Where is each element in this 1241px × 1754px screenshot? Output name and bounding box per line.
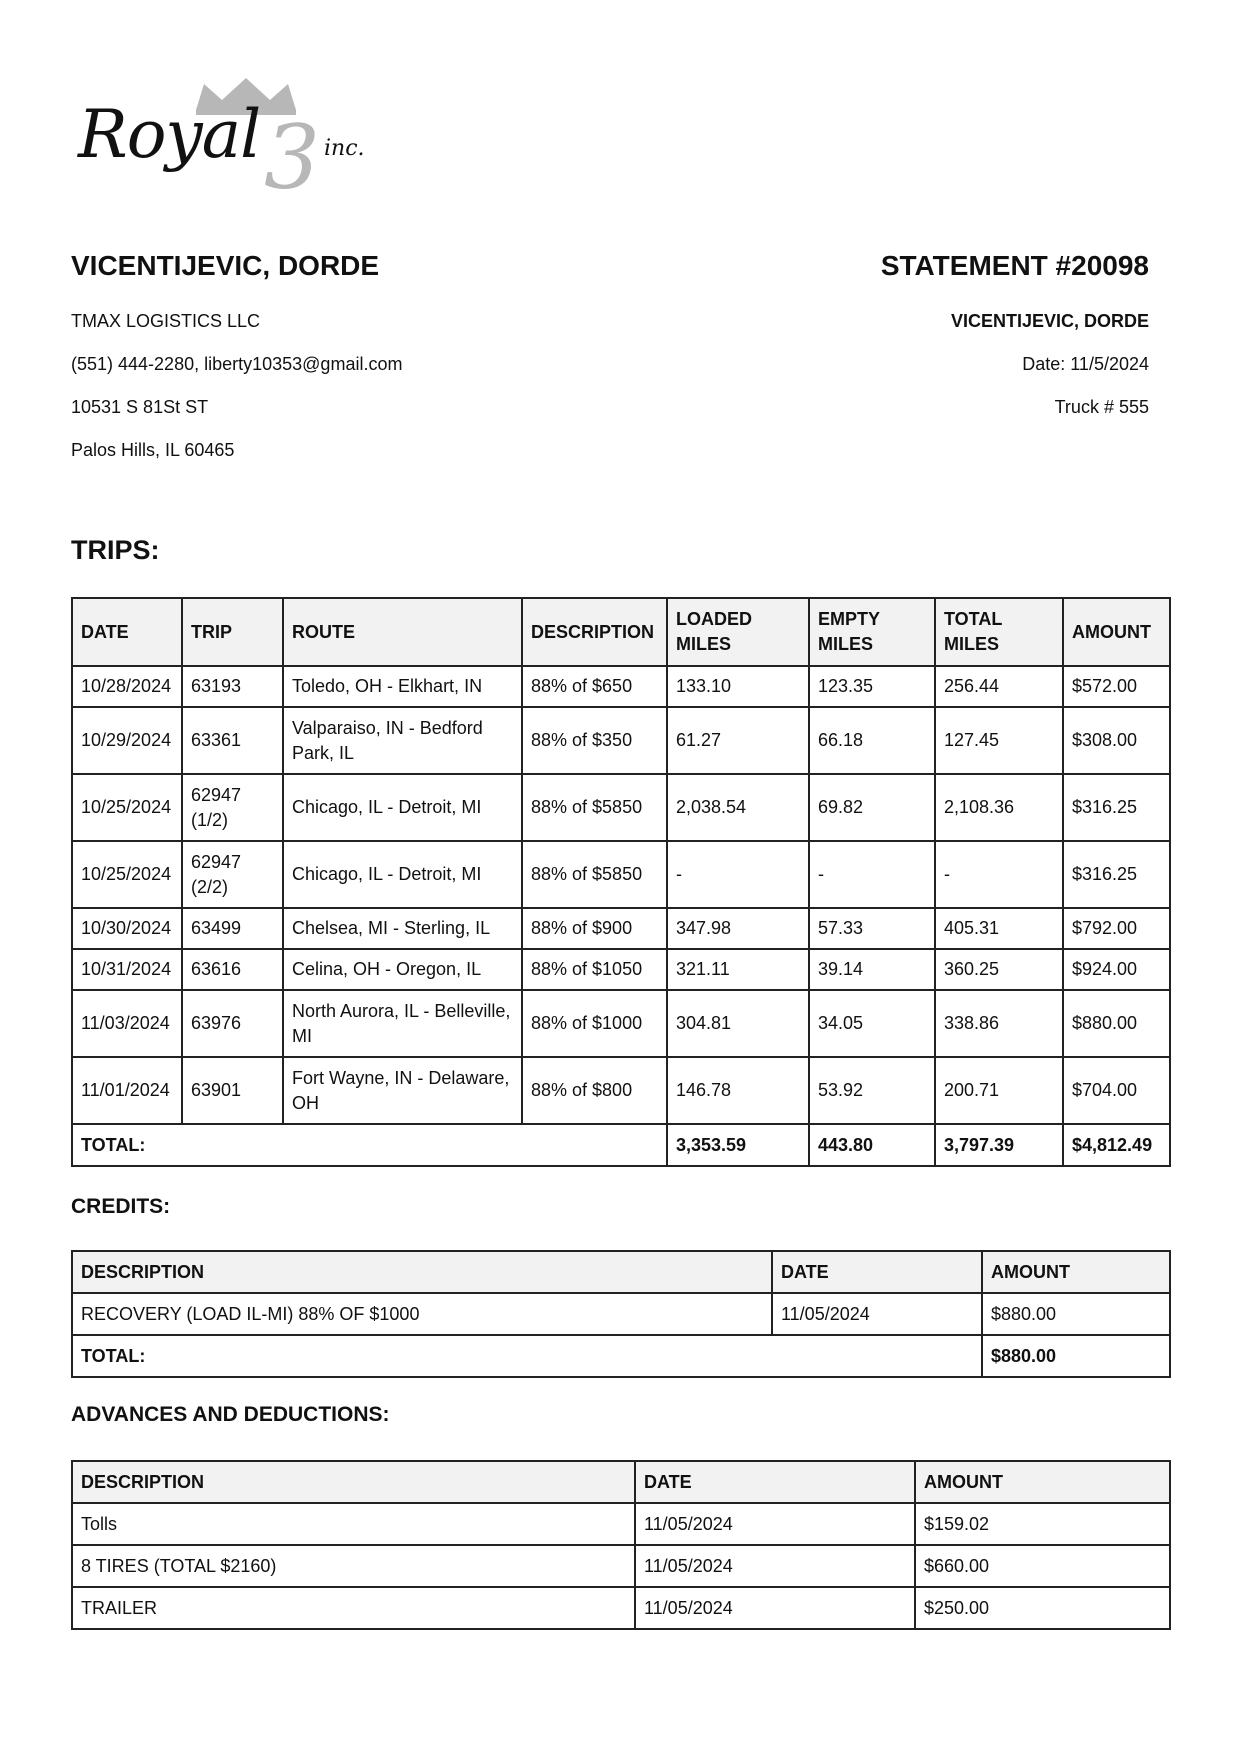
trip-loaded-miles: 133.10 xyxy=(667,666,809,707)
trip-date: 10/25/2024 xyxy=(72,774,182,841)
trip-loaded-miles: 2,038.54 xyxy=(667,774,809,841)
trip-total-miles: 127.45 xyxy=(935,707,1063,774)
trip-total-miles: 360.25 xyxy=(935,949,1063,990)
credits-heading: CREDITS: xyxy=(71,1195,171,1218)
table-row xyxy=(72,707,1170,774)
trip-number: 63499 xyxy=(182,908,283,949)
trips-total-label: TOTAL: xyxy=(72,1124,667,1166)
trip-description: 88% of $5850 xyxy=(522,841,667,908)
trip-empty-miles: 66.18 xyxy=(809,707,935,774)
trip-description: 88% of $800 xyxy=(522,1057,667,1124)
advances-col-description: DESCRIPTION xyxy=(72,1461,635,1503)
trips-total-empty: 443.80 xyxy=(809,1124,935,1166)
trip-empty-miles: 34.05 xyxy=(809,990,935,1057)
trip-amount: $924.00 xyxy=(1063,949,1170,990)
table-row xyxy=(72,1293,1170,1335)
trip-number: 62947 (1/2) xyxy=(182,774,283,841)
statement-date: Date: 11/5/2024 xyxy=(1022,354,1149,374)
trip-date: 11/03/2024 xyxy=(72,990,182,1057)
advance-date: 11/05/2024 xyxy=(635,1503,915,1545)
driver-contact: (551) 444-2280, liberty10353@gmail.com xyxy=(71,354,403,374)
trip-amount: $316.25 xyxy=(1063,841,1170,908)
trip-number: 63361 xyxy=(182,707,283,774)
trip-empty-miles: - xyxy=(809,841,935,908)
trip-empty-miles: 69.82 xyxy=(809,774,935,841)
table-row xyxy=(72,666,1170,707)
trip-description: 88% of $350 xyxy=(522,707,667,774)
trip-route: Toledo, OH - Elkhart, IN xyxy=(283,666,522,707)
advances-table xyxy=(71,1460,1171,1630)
trip-route: Chicago, IL - Detroit, MI xyxy=(283,774,522,841)
table-row xyxy=(72,774,1170,841)
trip-total-miles: 200.71 xyxy=(935,1057,1063,1124)
trip-loaded-miles: 61.27 xyxy=(667,707,809,774)
trip-route: Chicago, IL - Detroit, MI xyxy=(283,841,522,908)
trip-number: 63901 xyxy=(182,1057,283,1124)
credits-total-row xyxy=(72,1335,1170,1377)
credits-col-amount: AMOUNT xyxy=(982,1251,1170,1293)
table-row xyxy=(72,1587,1170,1629)
credits-total-label: TOTAL: xyxy=(72,1335,982,1377)
trips-col-empty-miles: EMPTY MILES xyxy=(809,598,935,666)
table-row xyxy=(72,1503,1170,1545)
trip-route: Chelsea, MI - Sterling, IL xyxy=(283,908,522,949)
trip-loaded-miles: 321.11 xyxy=(667,949,809,990)
credits-col-date: DATE xyxy=(772,1251,982,1293)
company-logo xyxy=(74,76,374,209)
trip-number: 63616 xyxy=(182,949,283,990)
credits-total-amount: $880.00 xyxy=(982,1335,1170,1377)
table-row xyxy=(72,1545,1170,1587)
credit-description: RECOVERY (LOAD IL-MI) 88% OF $1000 xyxy=(72,1293,772,1335)
driver-address-line2: Palos Hills, IL 60465 xyxy=(71,440,235,460)
trips-col-total-miles: TOTAL MILES xyxy=(935,598,1063,666)
advances-col-date: DATE xyxy=(635,1461,915,1503)
statement-driver-name: VICENTIJEVIC, DORDE xyxy=(950,311,1149,331)
trips-col-trip: TRIP xyxy=(182,598,283,666)
trip-description: 88% of $900 xyxy=(522,908,667,949)
trip-empty-miles: 53.92 xyxy=(809,1057,935,1124)
trip-route: Fort Wayne, IN - Delaware, OH xyxy=(283,1057,522,1124)
logo-wordmark: Royal xyxy=(78,96,261,173)
trip-date: 10/31/2024 xyxy=(72,949,182,990)
trip-empty-miles: 39.14 xyxy=(809,949,935,990)
table-row xyxy=(72,990,1170,1057)
trip-date: 11/01/2024 xyxy=(72,1057,182,1124)
trip-route: North Aurora, IL - Belleville, MI xyxy=(283,990,522,1057)
trip-empty-miles: 57.33 xyxy=(809,908,935,949)
trips-heading: TRIPS: xyxy=(71,535,160,565)
trip-description: 88% of $5850 xyxy=(522,774,667,841)
trip-amount: $572.00 xyxy=(1063,666,1170,707)
trip-date: 10/28/2024 xyxy=(72,666,182,707)
trips-total-row xyxy=(72,1124,1170,1166)
statement-title: STATEMENT #20098 xyxy=(880,250,1149,281)
trips-col-amount: AMOUNT xyxy=(1063,598,1170,666)
trip-total-miles: 2,108.36 xyxy=(935,774,1063,841)
credit-amount: $880.00 xyxy=(982,1293,1170,1335)
trip-total-miles: 256.44 xyxy=(935,666,1063,707)
trip-description: 88% of $1050 xyxy=(522,949,667,990)
credits-col-description: DESCRIPTION xyxy=(72,1251,772,1293)
trip-amount: $792.00 xyxy=(1063,908,1170,949)
trips-col-description: DESCRIPTION xyxy=(522,598,667,666)
trips-total-miles: 3,797.39 xyxy=(935,1124,1063,1166)
table-row xyxy=(72,908,1170,949)
trips-header-row xyxy=(72,598,1170,666)
trip-loaded-miles: 146.78 xyxy=(667,1057,809,1124)
advances-col-amount: AMOUNT xyxy=(915,1461,1170,1503)
advance-description: 8 TIRES (TOTAL $2160) xyxy=(72,1545,635,1587)
trip-total-miles: - xyxy=(935,841,1063,908)
advance-date: 11/05/2024 xyxy=(635,1587,915,1629)
trips-col-route: ROUTE xyxy=(283,598,522,666)
trip-number: 62947 (2/2) xyxy=(182,841,283,908)
advance-amount: $250.00 xyxy=(915,1587,1170,1629)
trips-total-loaded: 3,353.59 xyxy=(667,1124,809,1166)
advance-amount: $159.02 xyxy=(915,1503,1170,1545)
trip-empty-miles: 123.35 xyxy=(809,666,935,707)
driver-address-line1: 10531 S 81St ST xyxy=(71,397,209,417)
trip-route: Valparaiso, IN - Bedford Park, IL xyxy=(283,707,522,774)
trip-description: 88% of $650 xyxy=(522,666,667,707)
trip-route: Celina, OH - Oregon, IL xyxy=(283,949,522,990)
advances-heading: ADVANCES AND DEDUCTIONS: xyxy=(71,1403,390,1426)
trip-loaded-miles: - xyxy=(667,841,809,908)
credit-date: 11/05/2024 xyxy=(772,1293,982,1335)
statement-truck: Truck # 555 xyxy=(1054,397,1149,417)
trip-number: 63976 xyxy=(182,990,283,1057)
trip-description: 88% of $1000 xyxy=(522,990,667,1057)
trip-loaded-miles: 347.98 xyxy=(667,908,809,949)
trip-amount: $880.00 xyxy=(1063,990,1170,1057)
trip-date: 10/25/2024 xyxy=(72,841,182,908)
table-row xyxy=(72,1057,1170,1124)
trip-amount: $308.00 xyxy=(1063,707,1170,774)
advances-header-row xyxy=(72,1461,1170,1503)
table-row xyxy=(72,841,1170,908)
advance-description: Tolls xyxy=(72,1503,635,1545)
driver-name-heading: VICENTIJEVIC, DORDE xyxy=(71,250,380,281)
trips-col-loaded-miles: LOADED MILES xyxy=(667,598,809,666)
trip-number: 63193 xyxy=(182,666,283,707)
advance-amount: $660.00 xyxy=(915,1545,1170,1587)
trip-total-miles: 405.31 xyxy=(935,908,1063,949)
advance-description: TRAILER xyxy=(72,1587,635,1629)
logo-suffix: inc. xyxy=(324,136,365,161)
trips-col-date: DATE xyxy=(72,598,182,666)
credits-table xyxy=(71,1250,1171,1378)
credits-header-row xyxy=(72,1251,1170,1293)
trip-date: 10/30/2024 xyxy=(72,908,182,949)
trip-amount: $316.25 xyxy=(1063,774,1170,841)
table-row xyxy=(72,949,1170,990)
trips-total-amount: $4,812.49 xyxy=(1063,1124,1170,1166)
trip-date: 10/29/2024 xyxy=(72,707,182,774)
trip-amount: $704.00 xyxy=(1063,1057,1170,1124)
trips-table xyxy=(71,597,1171,1167)
driver-company: TMAX LOGISTICS LLC xyxy=(71,311,261,331)
advance-date: 11/05/2024 xyxy=(635,1545,915,1587)
trip-total-miles: 338.86 xyxy=(935,990,1063,1057)
trip-loaded-miles: 304.81 xyxy=(667,990,809,1057)
logo-number: 3 xyxy=(264,106,320,209)
